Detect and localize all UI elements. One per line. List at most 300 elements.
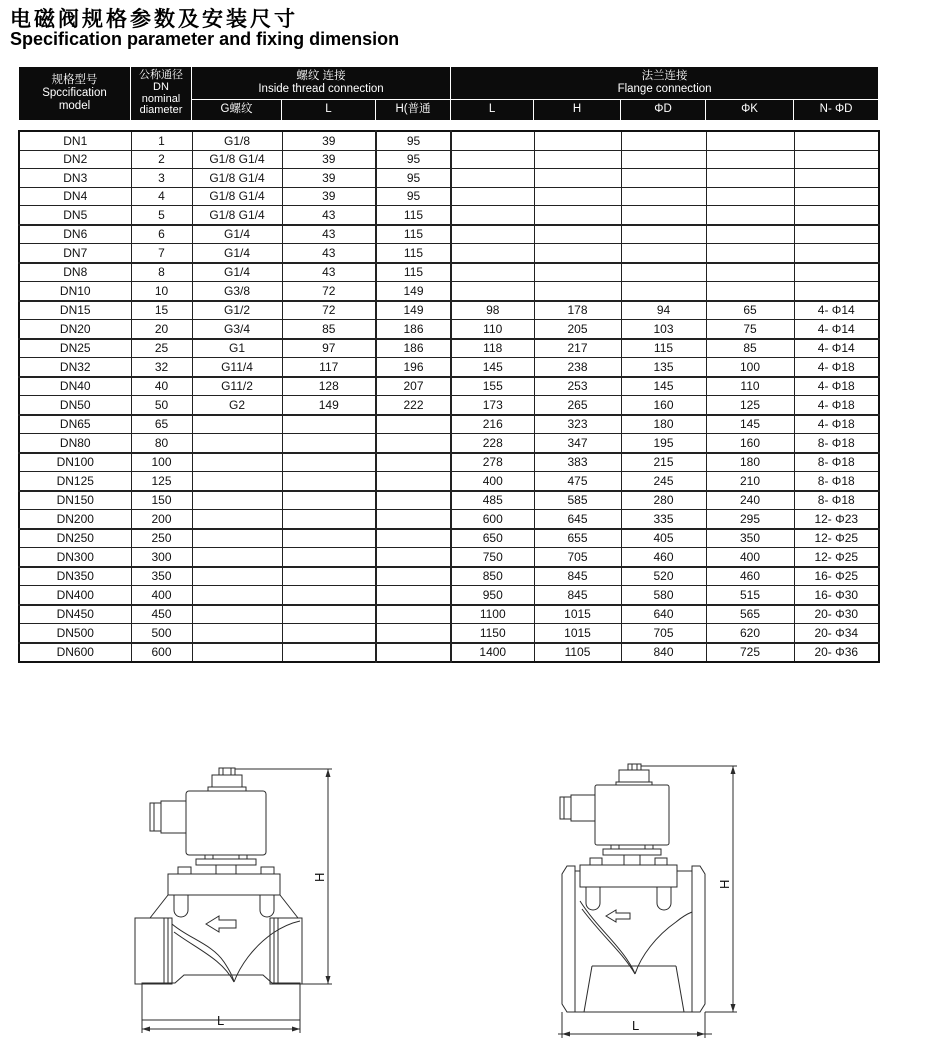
spec-table-header <box>18 66 879 121</box>
cell-g <box>192 548 282 567</box>
flow-arrow <box>606 910 630 922</box>
cell-l: 43 <box>282 206 376 225</box>
cell-model: DN8 <box>19 263 131 282</box>
table-row <box>19 643 879 663</box>
cell-fl: 950 <box>451 586 534 605</box>
cell-fk: 125 <box>706 396 794 415</box>
cell-model: DN1 <box>19 131 131 150</box>
header-thread-zh: 螺纹 连接 <box>296 69 346 82</box>
cell-g <box>192 491 282 510</box>
table-row <box>19 453 879 472</box>
cell-fk: 400 <box>706 548 794 567</box>
cell-fl: 1150 <box>451 624 534 643</box>
header-model-en2: model <box>58 100 91 113</box>
coil-top-nub <box>219 768 235 775</box>
cell-g <box>192 453 282 472</box>
cell-nfd <box>794 169 879 188</box>
table-row <box>19 472 879 491</box>
table-row <box>19 358 879 377</box>
cell-fl <box>451 150 534 169</box>
dimension-label-l: L <box>632 1018 640 1033</box>
table-row <box>19 320 879 339</box>
cell-dn: 4 <box>131 187 192 206</box>
cell-l: 39 <box>282 131 376 150</box>
cell-g: G1/4 <box>192 225 282 244</box>
cell-fd <box>621 131 706 150</box>
cell-l <box>282 529 376 548</box>
solenoid-coil <box>186 791 266 855</box>
table-row <box>19 434 879 453</box>
table-row <box>19 282 879 301</box>
cell-fd: 280 <box>621 491 706 510</box>
cell-dn: 15 <box>131 301 192 320</box>
flange-right <box>692 866 705 1012</box>
cell-model: DN500 <box>19 624 131 643</box>
cell-fl: 485 <box>451 491 534 510</box>
cell-nfd: 12- Φ25 <box>794 529 879 548</box>
cell-dn: 80 <box>131 434 192 453</box>
threaded-valve-figure <box>112 752 344 1054</box>
dimension-label-h: H <box>717 879 732 889</box>
cell-fd <box>621 244 706 263</box>
table-row <box>19 567 879 586</box>
table-row <box>19 377 879 396</box>
header-dn-l2: DN <box>153 80 169 93</box>
cell-fh <box>534 282 621 301</box>
flow-arrow <box>206 916 236 932</box>
cell-fk: 100 <box>706 358 794 377</box>
table-row <box>19 624 879 643</box>
cell-fd: 335 <box>621 510 706 529</box>
cell-fl: 110 <box>451 320 534 339</box>
cell-fh: 475 <box>534 472 621 491</box>
cell-fh: 178 <box>534 301 621 320</box>
cell-fh: 705 <box>534 548 621 567</box>
cell-fk: 160 <box>706 434 794 453</box>
subheader-flange-l: L <box>451 100 534 121</box>
cell-h: 95 <box>376 131 451 150</box>
header-model-en1: Spccification <box>42 86 107 99</box>
cell-nfd <box>794 131 879 150</box>
cell-h <box>376 624 451 643</box>
cell-model: DN6 <box>19 225 131 244</box>
cell-h: 95 <box>376 169 451 188</box>
cell-dn: 450 <box>131 605 192 624</box>
cell-h: 149 <box>376 301 451 320</box>
cell-nfd <box>794 263 879 282</box>
cell-nfd <box>794 225 879 244</box>
cell-fk: 350 <box>706 529 794 548</box>
cell-l <box>282 624 376 643</box>
cell-nfd: 8- Φ18 <box>794 453 879 472</box>
cell-model: DN32 <box>19 358 131 377</box>
cell-g: G1/4 <box>192 244 282 263</box>
cell-h <box>376 548 451 567</box>
cell-fk <box>706 263 794 282</box>
cell-fk: 620 <box>706 624 794 643</box>
cell-fh <box>534 225 621 244</box>
cell-dn: 500 <box>131 624 192 643</box>
header-model <box>19 67 131 121</box>
cell-fh: 238 <box>534 358 621 377</box>
header-dn-zh: 公称通径 <box>139 69 183 82</box>
cell-dn: 6 <box>131 225 192 244</box>
cell-model: DN50 <box>19 396 131 415</box>
coil-mount-plate <box>196 859 256 865</box>
cell-g: G3/8 <box>192 282 282 301</box>
table-row <box>19 339 879 358</box>
cell-fd: 520 <box>621 567 706 586</box>
cable-connector <box>161 801 186 833</box>
header-group-flange <box>451 67 879 100</box>
cell-nfd <box>794 187 879 206</box>
coil-cap <box>619 770 649 782</box>
cell-fh: 383 <box>534 453 621 472</box>
cell-fh <box>534 244 621 263</box>
cell-h <box>376 605 451 624</box>
cell-h: 95 <box>376 187 451 206</box>
cell-fh: 217 <box>534 339 621 358</box>
threaded-port-left <box>135 918 172 984</box>
cell-fh: 845 <box>534 567 621 586</box>
cell-nfd: 8- Φ18 <box>794 434 879 453</box>
cell-l: 39 <box>282 169 376 188</box>
spec-table <box>18 130 880 663</box>
cell-g <box>192 624 282 643</box>
cell-model: DN350 <box>19 567 131 586</box>
cell-fd: 580 <box>621 586 706 605</box>
cell-h: 115 <box>376 225 451 244</box>
cell-fl: 155 <box>451 377 534 396</box>
cell-nfd <box>794 150 879 169</box>
cell-model: DN300 <box>19 548 131 567</box>
cell-h <box>376 415 451 434</box>
cell-l <box>282 643 376 663</box>
cell-fk <box>706 206 794 225</box>
cell-nfd: 20- Φ30 <box>794 605 879 624</box>
cell-fd: 115 <box>621 339 706 358</box>
cell-fd: 135 <box>621 358 706 377</box>
cell-h <box>376 586 451 605</box>
cell-dn: 1 <box>131 131 192 150</box>
cell-l: 43 <box>282 244 376 263</box>
cell-h: 115 <box>376 263 451 282</box>
cell-l <box>282 453 376 472</box>
cell-nfd: 4- Φ14 <box>794 301 879 320</box>
cell-g: G11/4 <box>192 358 282 377</box>
cell-nfd: 4- Φ18 <box>794 415 879 434</box>
cell-fl: 216 <box>451 415 534 434</box>
cell-model: DN150 <box>19 491 131 510</box>
cell-fd: 94 <box>621 301 706 320</box>
cell-fk <box>706 150 794 169</box>
header-flange-zh: 法兰连接 <box>641 69 688 82</box>
subheader-flange-k: ΦK <box>706 100 794 121</box>
valve-bonnet <box>168 874 280 895</box>
cell-nfd: 20- Φ34 <box>794 624 879 643</box>
cell-fk: 75 <box>706 320 794 339</box>
cell-dn: 350 <box>131 567 192 586</box>
cell-fk <box>706 282 794 301</box>
cell-g <box>192 586 282 605</box>
cell-h <box>376 491 451 510</box>
solenoid-coil <box>595 785 669 845</box>
cell-l <box>282 548 376 567</box>
cell-fk: 180 <box>706 453 794 472</box>
cell-g: G1/2 <box>192 301 282 320</box>
cell-fl <box>451 169 534 188</box>
header-group-thread <box>192 67 451 100</box>
cell-nfd: 4- Φ18 <box>794 358 879 377</box>
cell-dn: 40 <box>131 377 192 396</box>
cell-nfd: 4- Φ18 <box>794 377 879 396</box>
cell-l <box>282 586 376 605</box>
table-row <box>19 510 879 529</box>
subheader-flange-d: ΦD <box>621 100 706 121</box>
subheader-flange-nd: N- ΦD <box>794 100 879 121</box>
cell-model: DN80 <box>19 434 131 453</box>
cell-fd <box>621 169 706 188</box>
cell-fh <box>534 150 621 169</box>
cell-g <box>192 605 282 624</box>
cell-fd: 245 <box>621 472 706 491</box>
cell-fl <box>451 206 534 225</box>
cell-fl <box>451 244 534 263</box>
table-row <box>19 206 879 225</box>
table-row <box>19 169 879 188</box>
cell-fk <box>706 244 794 263</box>
cell-fk: 110 <box>706 377 794 396</box>
cell-fh: 585 <box>534 491 621 510</box>
cell-h: 186 <box>376 339 451 358</box>
cell-fh: 323 <box>534 415 621 434</box>
cell-g: G1/4 <box>192 263 282 282</box>
cell-model: DN10 <box>19 282 131 301</box>
header-model-zh: 规格型号 <box>51 73 98 86</box>
cell-h: 222 <box>376 396 451 415</box>
cell-fk <box>706 169 794 188</box>
cell-dn: 250 <box>131 529 192 548</box>
cell-fl: 118 <box>451 339 534 358</box>
cell-dn: 7 <box>131 244 192 263</box>
cell-l: 117 <box>282 358 376 377</box>
coil-top-nub <box>628 764 641 770</box>
cell-fl <box>451 282 534 301</box>
header-dn <box>131 67 192 121</box>
cell-nfd: 4- Φ14 <box>794 339 879 358</box>
cell-g <box>192 472 282 491</box>
cell-model: DN100 <box>19 453 131 472</box>
cell-fd <box>621 150 706 169</box>
cell-g: G1/8 G1/4 <box>192 206 282 225</box>
cell-fl: 278 <box>451 453 534 472</box>
spec-table-body <box>19 131 879 662</box>
cell-model: DN5 <box>19 206 131 225</box>
cell-g: G2 <box>192 396 282 415</box>
cell-fd: 460 <box>621 548 706 567</box>
cell-g <box>192 510 282 529</box>
table-row <box>19 548 879 567</box>
cell-fl <box>451 131 534 150</box>
cell-g: G1/8 G1/4 <box>192 187 282 206</box>
table-row <box>19 586 879 605</box>
cell-model: DN400 <box>19 586 131 605</box>
cell-l: 85 <box>282 320 376 339</box>
cell-dn: 2 <box>131 150 192 169</box>
table-row <box>19 131 879 150</box>
cell-fk: 460 <box>706 567 794 586</box>
cell-h <box>376 434 451 453</box>
cell-h: 115 <box>376 206 451 225</box>
cell-fh <box>534 169 621 188</box>
cell-model: DN200 <box>19 510 131 529</box>
cell-fk: 210 <box>706 472 794 491</box>
cell-fk: 295 <box>706 510 794 529</box>
cell-fh: 1105 <box>534 643 621 663</box>
cell-fk: 725 <box>706 643 794 663</box>
cell-fh: 845 <box>534 586 621 605</box>
cell-l: 97 <box>282 339 376 358</box>
cell-l <box>282 472 376 491</box>
cell-fd: 180 <box>621 415 706 434</box>
cell-fh: 1015 <box>534 605 621 624</box>
cell-h <box>376 567 451 586</box>
cell-fk: 85 <box>706 339 794 358</box>
cell-nfd: 12- Φ23 <box>794 510 879 529</box>
cell-l: 149 <box>282 396 376 415</box>
cell-nfd <box>794 206 879 225</box>
cell-h <box>376 529 451 548</box>
cell-fk: 515 <box>706 586 794 605</box>
cell-h: 207 <box>376 377 451 396</box>
cell-model: DN2 <box>19 150 131 169</box>
cell-fl: 650 <box>451 529 534 548</box>
subheader-thread-h: H(普通 <box>376 100 451 121</box>
cell-fd <box>621 263 706 282</box>
header-flange-en: Flange connection <box>617 83 712 95</box>
cell-fk: 565 <box>706 605 794 624</box>
dimension-label-l: L <box>217 1013 225 1028</box>
cell-fh <box>534 187 621 206</box>
cell-g <box>192 529 282 548</box>
cell-dn: 32 <box>131 358 192 377</box>
page-title-en: Specification parameter and fixing dimension <box>10 29 400 49</box>
cell-fd: 195 <box>621 434 706 453</box>
cell-fd: 640 <box>621 605 706 624</box>
cell-g: G11/2 <box>192 377 282 396</box>
cell-model: DN450 <box>19 605 131 624</box>
cell-dn: 5 <box>131 206 192 225</box>
cell-fk <box>706 225 794 244</box>
cell-dn: 125 <box>131 472 192 491</box>
cell-nfd: 20- Φ36 <box>794 643 879 663</box>
table-row <box>19 225 879 244</box>
cell-fh <box>534 263 621 282</box>
cell-fl: 400 <box>451 472 534 491</box>
cell-fk: 240 <box>706 491 794 510</box>
table-row <box>19 605 879 624</box>
cell-model: DN125 <box>19 472 131 491</box>
cell-dn: 20 <box>131 320 192 339</box>
cell-fl: 228 <box>451 434 534 453</box>
cell-fl <box>451 263 534 282</box>
cell-model: DN4 <box>19 187 131 206</box>
table-row <box>19 150 879 169</box>
cell-g: G1 <box>192 339 282 358</box>
cell-fk <box>706 131 794 150</box>
cell-fh: 655 <box>534 529 621 548</box>
cell-fd <box>621 187 706 206</box>
coil-cap <box>212 775 242 787</box>
cell-model: DN600 <box>19 643 131 663</box>
table-row <box>19 244 879 263</box>
cell-nfd: 8- Φ18 <box>794 472 879 491</box>
cell-l: 72 <box>282 301 376 320</box>
cell-fl: 1400 <box>451 643 534 663</box>
header-dn-l4: diameter <box>139 104 183 117</box>
cell-fd: 840 <box>621 643 706 663</box>
cell-fd <box>621 225 706 244</box>
cell-model: DN65 <box>19 415 131 434</box>
table-row <box>19 529 879 548</box>
cell-dn: 8 <box>131 263 192 282</box>
cell-l <box>282 510 376 529</box>
cell-fl: 1100 <box>451 605 534 624</box>
cell-h: 149 <box>376 282 451 301</box>
cell-l: 39 <box>282 150 376 169</box>
cell-fl: 750 <box>451 548 534 567</box>
cell-fh: 205 <box>534 320 621 339</box>
cell-fd: 215 <box>621 453 706 472</box>
cell-h <box>376 472 451 491</box>
cell-dn: 25 <box>131 339 192 358</box>
cell-fk <box>706 187 794 206</box>
cell-dn: 300 <box>131 548 192 567</box>
cell-g <box>192 415 282 434</box>
cell-fh <box>534 206 621 225</box>
cell-dn: 50 <box>131 396 192 415</box>
cell-l: 43 <box>282 263 376 282</box>
cell-fl <box>451 225 534 244</box>
table-row <box>19 301 879 320</box>
cell-g: G1/8 G1/4 <box>192 150 282 169</box>
cell-g <box>192 434 282 453</box>
cell-dn: 150 <box>131 491 192 510</box>
cell-dn: 600 <box>131 643 192 663</box>
subheader-g-thread: G螺纹 <box>192 100 282 121</box>
cell-l: 72 <box>282 282 376 301</box>
cell-nfd: 12- Φ25 <box>794 548 879 567</box>
cell-model: DN20 <box>19 320 131 339</box>
cell-l <box>282 567 376 586</box>
header-thread-en: Inside thread connection <box>258 83 384 95</box>
cell-nfd <box>794 282 879 301</box>
cell-nfd: 4- Φ14 <box>794 320 879 339</box>
cell-model: DN15 <box>19 301 131 320</box>
cable-connector <box>571 795 595 821</box>
cell-l: 39 <box>282 187 376 206</box>
cell-l: 43 <box>282 225 376 244</box>
cell-nfd <box>794 244 879 263</box>
cell-fh: 347 <box>534 434 621 453</box>
cell-model: DN25 <box>19 339 131 358</box>
cell-g: G1/8 <box>192 131 282 150</box>
cell-fl: 600 <box>451 510 534 529</box>
header-dn-l3: nominal <box>141 92 181 105</box>
cell-g: G3/4 <box>192 320 282 339</box>
cell-g: G1/8 G1/4 <box>192 169 282 188</box>
cell-dn: 200 <box>131 510 192 529</box>
